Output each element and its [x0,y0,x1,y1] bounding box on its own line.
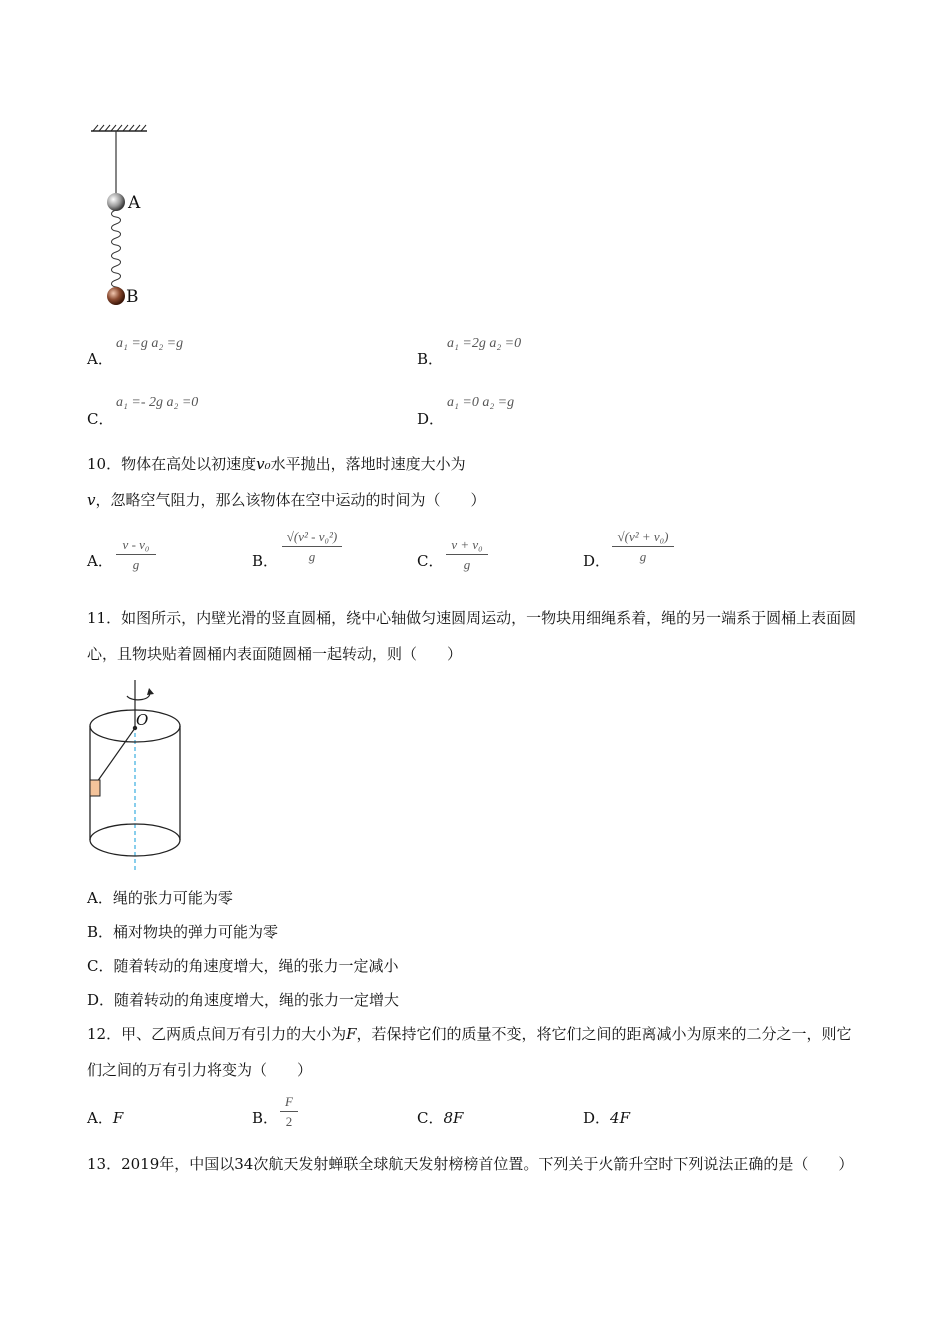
option-label: A． [87,350,113,368]
q11-stem: 11．如图所示，内壁光滑的竖直圆桶，绕中心轴做匀速圆周运动，一物块用细绳系着，绳的另一端系于圆桶上表面圆心，且物块贴着圆桶内表面随圆桶一起转动，则（ ） [87,609,857,663]
option-text: 随着转动的角速度增大，绳的张力一定减小 [113,957,399,975]
ball-b-label: B [126,287,139,307]
option-label: C． [417,552,444,570]
option-label: D． [87,991,115,1009]
option-label: D． [583,1109,611,1127]
q12-option-b[interactable] [252,1107,278,1128]
q10-stem: 10．物体在高处以初速度v₀水平抛出，落地时速度大小为v，忽略空气阻力，那么该物体在空中运动的时间为（ ） [87,455,486,509]
option-label: B． [87,923,114,941]
option-label: C． [87,957,114,975]
q9-option-c-expr: a₁ =- 2g a₂ =0 [116,395,199,410]
q12-stem: 12．甲、乙两质点间万有引力的大小为F，若保持它们的质量不变，将它们之间的距离减小为原来的二分之一，则它们之间的万有引力将变为（ ） [87,1025,852,1079]
q9-option-a-expr: a₁ =g a₂ =g [116,336,184,351]
option-label: A． [87,552,113,570]
option-label: B． [417,350,444,368]
ball-a [107,193,125,211]
rotation-arrow-icon [127,692,150,700]
option-text: 绳的张力可能为零 [112,889,233,907]
option-label: A． [87,889,113,907]
option-label: C． [87,410,114,428]
q11-option-d[interactable] [87,989,399,1010]
q12-option-c[interactable] [417,1107,463,1128]
ball-a-label: A [128,193,141,213]
option-text: F [112,1109,124,1127]
q10-option-a[interactable] [87,550,113,571]
q9-option-b[interactable] [417,348,443,369]
option-text: 桶对物块的弹力可能为零 [113,923,279,941]
block [90,780,100,796]
option-label: D． [583,552,611,570]
q11-option-b[interactable] [87,921,278,942]
option-text: 8F [443,1109,464,1127]
q13-stem: 13．2019年，中国以34次航天发射蝉联全球航天发射榜榜首位置。下列关于火箭升空时下列说法正确的是（ ） [87,1155,854,1173]
q11-option-c[interactable] [87,955,399,976]
rotating-cylinder-figure [85,678,190,873]
q10-option-a-fraction: $\frac{\text{v - v₀}}{g}$ [116,536,156,575]
spring-balls-figure [85,122,165,312]
q12-option-b-fraction: $\frac{F}{2}$ [280,1093,298,1132]
option-text: 随着转动的角速度增大，绳的张力一定增大 [114,991,400,1009]
q10-option-c-fraction: $\frac{\text{v + v₀}}{g}$ [446,536,488,575]
v0-symbol: v₀ [256,455,271,473]
option-label: C． [417,1109,444,1127]
q12-option-d[interactable] [583,1107,630,1128]
option-text: 4F [610,1109,630,1127]
q9-option-b-expr: a₁ =2g a₂ =0 [447,336,522,351]
q9-option-d-expr: a₁ =0 a₂ =g [447,395,515,410]
option-label: B． [252,1109,279,1127]
q10-option-b-fraction: $\frac{\text{√(v² - v₀²)}}{g}$ [282,528,342,567]
option-label: B． [252,552,279,570]
q12-option-a[interactable] [87,1107,123,1128]
q10-option-d-fraction: $\frac{\text{√(v² + v₀)}}{g}$ [612,528,674,567]
q11-option-a[interactable] [87,887,233,908]
q9-option-a[interactable] [87,348,113,369]
ball-b [107,287,125,305]
q10-option-c[interactable] [417,550,443,571]
q10-option-b[interactable] [252,550,278,571]
q9-option-d[interactable] [417,408,444,429]
option-label: A． [87,1109,113,1127]
center-o-label: O [136,711,149,729]
q10-option-d[interactable] [583,550,610,571]
f-symbol: F [346,1025,357,1043]
q9-option-c[interactable] [87,408,113,429]
option-label: D． [417,410,445,428]
v-symbol: v [87,491,96,509]
